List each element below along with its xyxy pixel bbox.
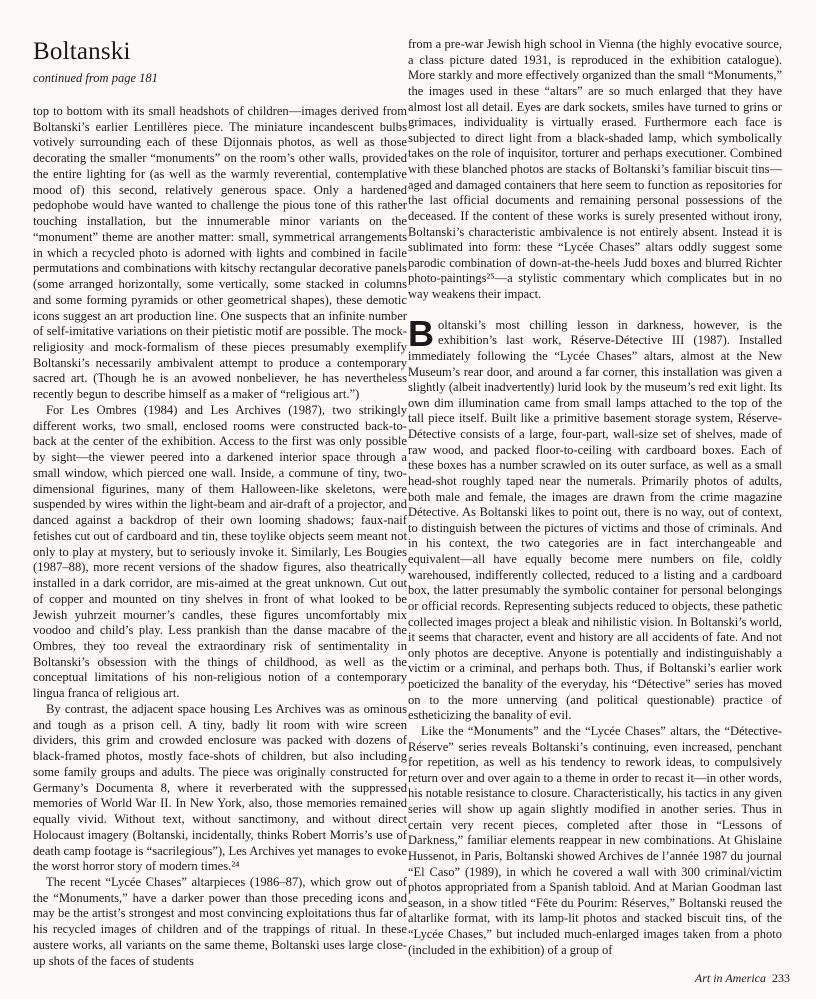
paragraph-with-dropcap [408, 312, 782, 724]
paragraph: By contrast, the adjacent space housing Les Archives was as ominous and tough as a prison cell. A tiny, badly lit room with wire screen dividers, this grim and crowded enclosure was packed with dozens of black-framed photos, mostly face-shots of children, but also including some family groups and adults. The piece was originally constructed for Germany’s Documenta 8, where it reverberated with the suppressed memories of World War II. In New York, also, those memories remained equally vivid. Without text, without sanctimony, and without direct Holocaust imagery (Boltanski, incidentally, thinks Robert Morris’s use of death camp footage is “sacrilegious”), Les Archives yet manages to evoke the worst horror story of modern times.²⁴ [33, 701, 407, 874]
paragraph: Like the “Monuments” and the “Lycée Chases” altars, the “Détective-Réserve” series reveals Boltanski’s continuing, even increased, penchant for repetition, as well as his tendency to rework ideas, to compulsively return over and over again to a theme in order to recast it—in other words, his notable resistance to closure. Characteristically, his tactics in any given series will show up again slightly modified in another series. Thus in certain very recent pieces, completed after those in “Lessons of Darkness,” familiar elements reappear in new combinations. At Ghislaine Hussenot, in Paris, Boltanski showed Archives de l’année 1987 du journal “El Caso” (1989), in which he covered a wall with 300 criminal/victim photos appropriated from a Spanish tabloid. And at Marian Goodman last season, in a show titled “Fête du Pourim: Réserves,” Boltanski reused the altarlike format, with its lamp-lit photos and stacked biscuit tins, of the “Lycée Chases,” but included much-enlarged images taken from a photo (included in the exhibition) of a group of [408, 723, 782, 957]
page-footer [695, 971, 790, 985]
paragraph: from a pre-war Jewish high school in Vienna (the highly evocative source, a class picture dated 1931, is reproduced in the exhibition catalogue). More starkly and more effectively organized than the small “Monuments,” the images used in these “altars” are so much enlarged that they have almost lost all detail. Eyes are dark sockets, smiles have turned to grins or grimaces, individuality is virtually erased. Furthermore each face is subjected to direct light from a black-shaded lamp, which symbolically takes on the role of inquisitor, torturer and perhaps executioner. Combined with these blanched photos are stacks of Boltanski’s familiar biscuit tins—aged and damaged containers that here seem to function as repositories for the last official documents and remaining personal possessions of the deceased. If the content of these works is surely presented without irony, Boltanski’s characteristic ambivalence is not entirely absent. Instead it is sublimated into form: these “Lycée Chases” altars oddly suggest some parodic combination of down-at-the-heels Judd boxes and blurred Richter photo-paintings²⁵—a stylistic commentary which complicates but in no way weakens their impact. [408, 37, 782, 301]
left-column [33, 104, 407, 984]
continued-note: continued from page 181 [33, 71, 158, 85]
article-title: Boltanski [33, 38, 131, 65]
article-header [33, 38, 393, 86]
page-number: 233 [772, 971, 790, 985]
right-column [408, 37, 782, 967]
paragraph: top to bottom with its small headshots of children—images derived from Boltanski’s earlier Lentillères piece. The miniature incandescent bulbs votively surrounding each of these Dijonnais photos, as well as those decorating the smaller “monuments” on the room’s other walls, provided the entire lighting for (as well as the warmly reverential, contemplative mood of) this second, relatively generous space. Only a hardened pedophobe would have wanted to challenge the pious tone of this rather touching installation, but the innumerable minor variants on the “monument” theme are another matter: small, symmetrical arrangements in which a recycled photo is adorned with lights and combined in facile permutations and combinations with kitschy rectangular decorative panels (some arranged horizontally, some vertically, some stacked in columns and some forming pyramids or other geometrical shapes), these demotic icons suggest an art production line. One suspects that an infinite number of self-imitative variations on their pietistic motif are possible. The mock-religiosity and mock-formalism of these pieces presumably exemplify Boltanski’s necessarily ambivalent attempt to produce a contemporary sacred art. (Though he is an avowed nonbeliever, he has nevertheless recently begun to describe himself as a maker of “religious art.”) [33, 104, 407, 402]
paragraph: The recent “Lycée Chases” altarpieces (1986–87), which grow out of the “Monuments,” have a darker power than those preceding icons and may be the artist’s strongest and most convincing exploitations thus far of his recycled images of children and of the trappings of ritual. In these austere works, all variants on the same theme, Boltanski uses large close-up shots of the faces of students [33, 874, 407, 968]
magazine-name: Art in America [694, 971, 766, 985]
drop-cap: B [408, 312, 434, 354]
paragraph: For Les Ombres (1984) and Les Archives (1987), two strikingly different works, two small, enclosed rooms were constructed back-to-back at the center of the exhibition. Access to the first was only possible by sight—the viewer peered into a darkened interior space through a small window, which pierced one wall. Inside, a commune of tiny, two-dimensional figurines, many of them Halloween-like skeletons, were suspended by wires within the light-beam and air-draft of a projector, and danced against a backdrop of their own looming shadows; faux-naif fetishes cut out of cardboard and tin, these toylike objects seem meant not only to play at mystery, but to seriously invoke it. Similarly, Les Bougies (1987–88), more recent versions of the shadow figures, also theatrically installed in a dark corridor, are mis-aimed at the great unknown. Cut out of copper and mounted on tiny shelves in front of what looked to be Jewish yuhrzeit mourner’s candles, these figures uncomfortably mix voodoo and child’s play. Less prankish than the danse macabre of the Ombres, they too reveal the extraordinary risk of sentimentality in Boltanski’s obsession with the things of childhood, as well as the conceptual limitations of his non-religious notion of a contemporary lingua franca of religious art. [33, 402, 407, 701]
paragraph-text: oltanski’s most chilling lesson in darkness, however, is the exhibition’s last work, Réserve-Détective III (1987). Installed immediately following the “Lycée Chases” altars, almost at the New Museum’s rear door, and around a far corner, this installation was given a slightly (albeit inadvertently) lurid look by the museum’s red exit light. Its own dim illumination came from small lamps attached to the top of the tall piece itself. Built like a primitive basement storage system, Réserve-Détective consists of a large, four-part, wall-size set of shelves, made of raw wood, and packed floor-to-ceiling with cardboard boxes. Each of these boxes has a number scrawled on its outer surface, as well as a small head-shot roughly taped near the numerals. Primarily photos of adults, both male and female, the images are drawn from the crime magazine Détective. As Boltanski likes to point out, there is no way, out of context, to distinguish between the pictures of victims and those of criminals. And in his context, the two categories are in fact interchangeable and equivalent—all have equally become mere numbers on file, coldly warehoused, indifferently collected, reduced to a listing and a cardboard box, the latter presumably the symbolic container for personal belongings or official records. Representing subjects reduced to objects, these pathetic collected images project a bleak and nihilistic vision. In Boltanski’s world, it seems that character, event and history are all accidents of fate. And not only photos are deceptive. Anyone is potentially and indistinguishably a victim or a criminal, and perhaps both. Thus, if Boltanski’s earlier work poeticized the banality of the everyday, his “Détective” series has moved on to the more unnerving (and political questionable) practice of estheticizing the banality of evil. [408, 317, 782, 723]
